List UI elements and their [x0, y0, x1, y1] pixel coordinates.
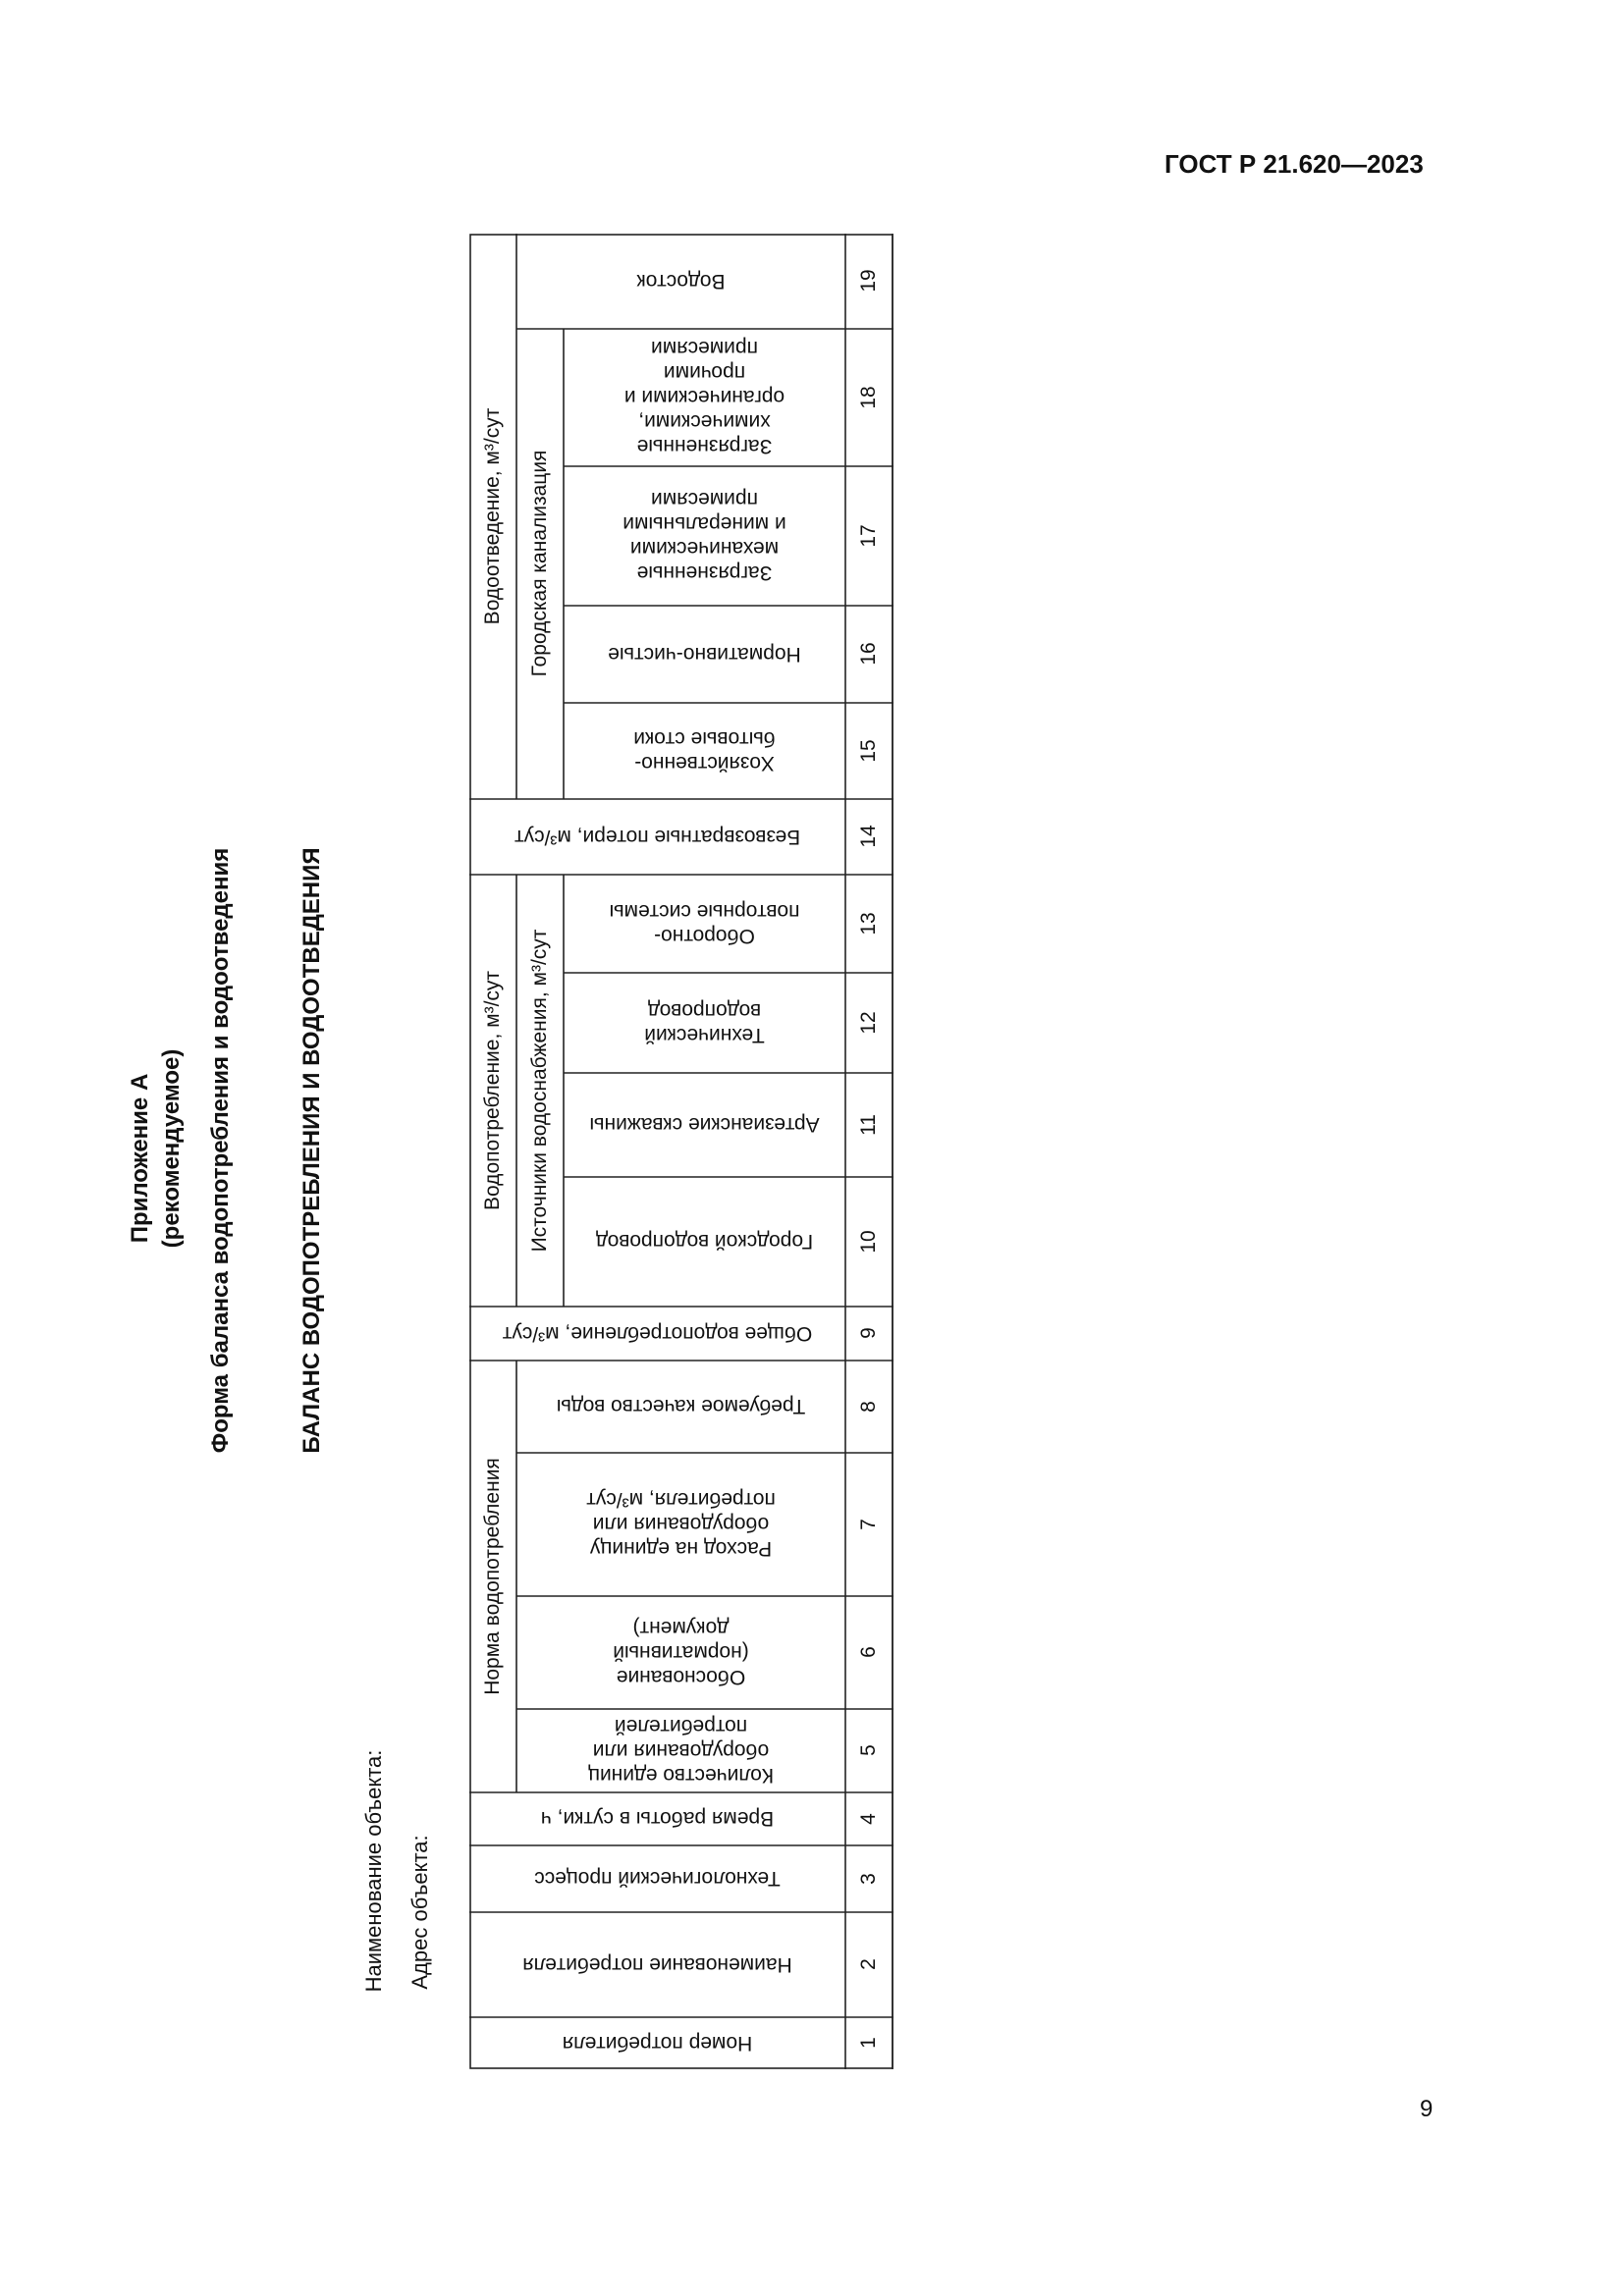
column-label: Общее водопотребление, м³/сут	[502, 1322, 813, 1345]
column-label: Городской водопровод	[595, 1230, 814, 1254]
column-label: Требуемое качество воды	[556, 1395, 806, 1418]
column-number: 12	[857, 1011, 880, 1035]
object-address-label: Адрес объекта:	[407, 1835, 432, 1990]
column-label: Артезианские скважины	[589, 1113, 820, 1137]
column-number: 17	[857, 524, 880, 548]
column-number: 14	[857, 825, 880, 848]
column-number: 10	[857, 1230, 880, 1254]
column-label: Технологический процесс	[534, 1867, 781, 1891]
page-number: 9	[1420, 2096, 1434, 2122]
document-code: ГОСТ Р 21.620—2023	[1164, 149, 1424, 179]
column-label: Безвозвратные потери, м³/сут	[514, 826, 801, 848]
column-number: 9	[857, 1327, 880, 1339]
appendix-title: Приложение А	[127, 1073, 153, 1244]
column-number: 1	[857, 2037, 880, 2049]
column-label: Технический водопровод	[644, 999, 765, 1046]
group-header-norm: Норма водопотребления	[481, 1458, 504, 1695]
column-number: 8	[857, 1401, 880, 1413]
column-number: 18	[857, 386, 880, 409]
appendix-status: (рекомендуемое)	[158, 1048, 185, 1249]
column-label: Загрязненные химическими, органическими и прочими примесями	[623, 337, 785, 458]
column-number: 11	[857, 1114, 880, 1136]
column-number: 13	[857, 912, 880, 935]
group-header-disposal: Водоотведение, м³/сут	[481, 407, 504, 625]
column-number: 2	[857, 1958, 880, 1970]
group-header-sources: Источники водоснабжения, м³/сут	[528, 929, 551, 1253]
column-label: Время работы в сутки, ч	[540, 1807, 775, 1831]
column-label: Наименование потребителя	[522, 1953, 792, 1976]
column-number: 16	[857, 642, 880, 666]
appendix-subtitle: Форма баланса водопотребления и водоотведения	[207, 847, 234, 1454]
column-label: Нормативно-чистые	[608, 643, 801, 666]
balance-table	[469, 234, 893, 2069]
column-label: Хозяйственно-бытовые стоки	[633, 727, 776, 774]
column-number: 15	[857, 739, 880, 763]
column-label: Расход на единицу оборудования или потребителя, м³/сут	[586, 1488, 776, 1561]
group-header-consumption: Водопотребление, м³/сут	[481, 970, 504, 1211]
column-number: 6	[857, 1646, 880, 1658]
column-number: 19	[857, 269, 880, 293]
column-label: Обоснование (нормативный документ)	[613, 1617, 749, 1688]
column-label: Водосток	[636, 270, 726, 293]
column-label: Количество единиц оборудования или потребителей	[587, 1715, 775, 1787]
object-name-label: Наименование объекта:	[361, 1749, 386, 1993]
column-label: Номер потребителя	[562, 2032, 753, 2055]
column-label: Оборотно-повторные системы	[609, 900, 800, 947]
column-label: Загрязненные механическими и минеральными примесями	[623, 488, 786, 584]
group-header-city-sewer: Городская канализация	[528, 450, 551, 677]
form-title: БАЛАНС ВОДОПОТРЕБЛЕНИЯ И ВОДООТВЕДЕНИЯ	[298, 847, 325, 1454]
column-number: 4	[857, 1813, 880, 1825]
column-number: 5	[857, 1744, 880, 1756]
column-number: 7	[857, 1519, 880, 1530]
column-number: 3	[857, 1873, 880, 1885]
